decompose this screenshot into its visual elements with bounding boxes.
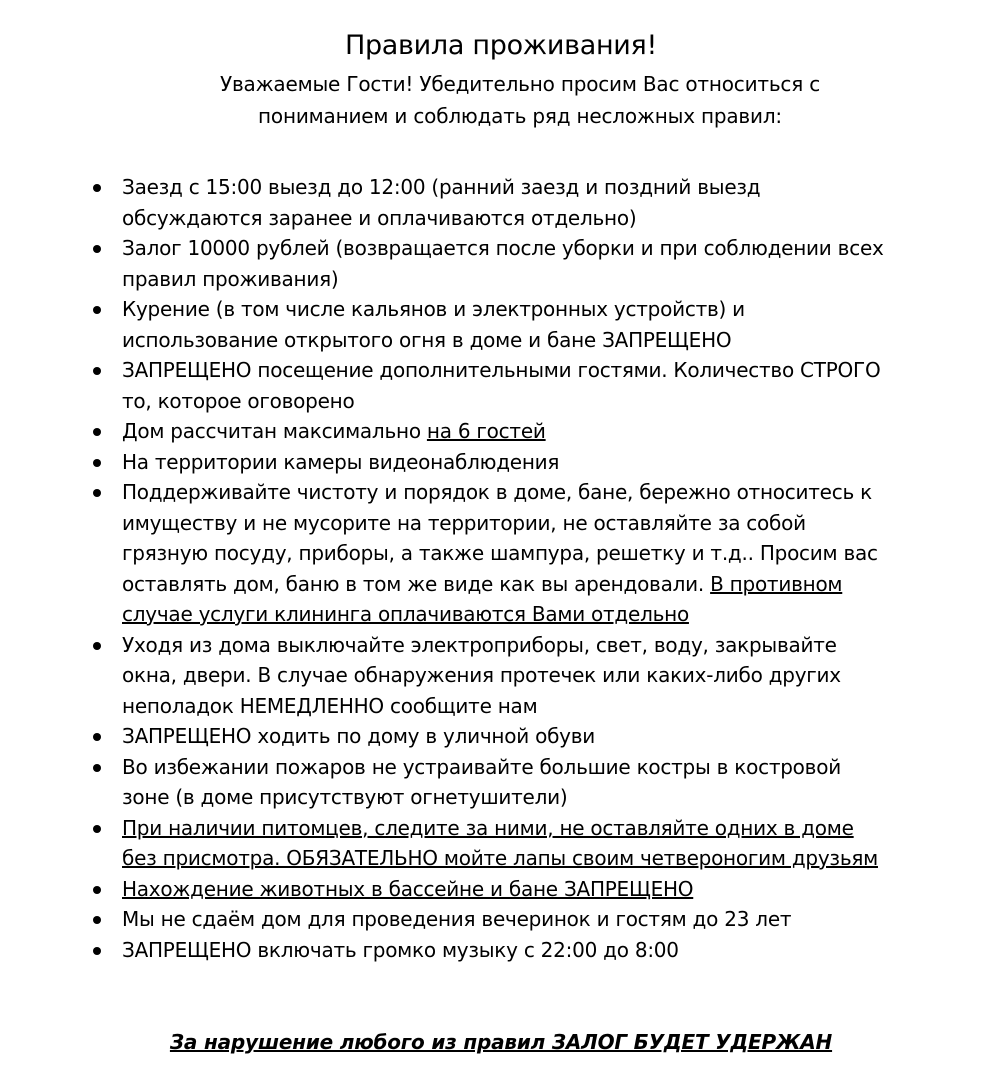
list-item xyxy=(90,294,890,355)
list-item xyxy=(90,813,890,874)
list-item xyxy=(90,233,890,294)
rule-underlined-text: При наличии питомцев, следите за ними, не оставляйте одних в доме без присмотра. ОБЯЗАТЕЛЬНО мойте лапы своим четвероногим друзьям xyxy=(122,815,878,870)
bullet-icon xyxy=(93,245,101,253)
rule-underlined-text: Нахождение животных в бассейне и бане ЗАПРЕЩЕНО xyxy=(122,876,694,901)
intro-text: Уважаемые Гости! Убедительно просим Вас относиться с пониманием и соблюдать ряд несложных правил: xyxy=(219,72,821,128)
rules-list xyxy=(90,172,890,965)
rule-text: Дом рассчитан максимально xyxy=(122,419,427,443)
list-item xyxy=(90,874,890,905)
rule-text: Курение (в том числе кальянов и электронных устройств) и использование открытого огня в доме и бане ЗАПРЕЩЕНО xyxy=(122,297,745,352)
rule-text: ЗАПРЕЩЕНО включать громко музыку с 22:00 до 8:00 xyxy=(122,937,679,962)
list-item xyxy=(90,447,890,478)
list-item xyxy=(90,752,890,813)
list-item xyxy=(90,416,890,447)
list-item xyxy=(90,355,890,416)
list-item xyxy=(90,721,890,752)
bullet-icon xyxy=(93,489,101,497)
bullet-icon xyxy=(93,825,101,833)
rule-text: На территории камеры видеонаблюдения xyxy=(122,449,560,474)
page-title: Правила проживания! xyxy=(344,30,658,61)
list-item xyxy=(90,477,890,630)
bullet-icon xyxy=(93,886,101,894)
bullet-icon xyxy=(93,642,101,650)
rule-underlined-text: на 6 гостей xyxy=(426,419,546,443)
list-item xyxy=(90,172,890,233)
bullet-icon xyxy=(93,184,101,192)
bullet-icon xyxy=(93,764,101,772)
rule-underlined-text: В противном случае услуги клининга оплачиваются Вами отдельно xyxy=(122,571,843,626)
rule-text: Залог 10000 рублей (возвращается после уборки и при соблюдении всех правил проживания) xyxy=(122,236,884,291)
rule-text: ЗАПРЕЩЕНО ходить по дому в уличной обуви xyxy=(122,724,596,748)
rule-text: Мы не сдаём дом для проведения вечеринок и гостям до 23 лет xyxy=(122,907,792,931)
rule-text: Уходя из дома выключайте электроприборы, свет, воду, закрывайте окна, двери. В случае обнаружения протечек или каких-либо других неполадок НЕМЕДЛЕННО сообщите нам xyxy=(122,632,841,718)
list-item xyxy=(90,904,890,935)
footer-warning: За нарушение любого из правил ЗАЛОГ БУДЕТ УДЕРЖАН xyxy=(169,1030,833,1054)
rule-text: Поддерживайте чистоту и порядок в доме, бане, бережно относитесь к имуществу и не мусорите на территории, не оставляйте за собой грязную посуду, приборы, а также шампура, решетку и т.д.. Просим вас оставлять дом, баню в том же виде как вы арендовали. xyxy=(122,480,878,596)
rule-text: ЗАПРЕЩЕНО посещение дополнительными гостями. Количество СТРОГО то, которое оговорено xyxy=(122,358,881,413)
bullet-icon xyxy=(93,306,101,314)
bullet-icon xyxy=(93,947,101,955)
bullet-icon xyxy=(93,459,101,467)
list-item xyxy=(90,630,890,722)
list-item xyxy=(90,935,890,966)
rule-text: Во избежании пожаров не устраивайте большие костры в костровой зоне (в доме присутствуют огнетушители) xyxy=(122,754,841,809)
bullet-icon xyxy=(93,428,101,436)
bullet-icon xyxy=(93,367,101,375)
bullet-icon xyxy=(93,733,101,741)
rule-text: Заезд с 15:00 выезд до 12:00 (ранний заезд и поздний выезд обсуждаются заранее и оплачиваются отдельно) xyxy=(122,175,761,230)
bullet-icon xyxy=(93,916,101,924)
